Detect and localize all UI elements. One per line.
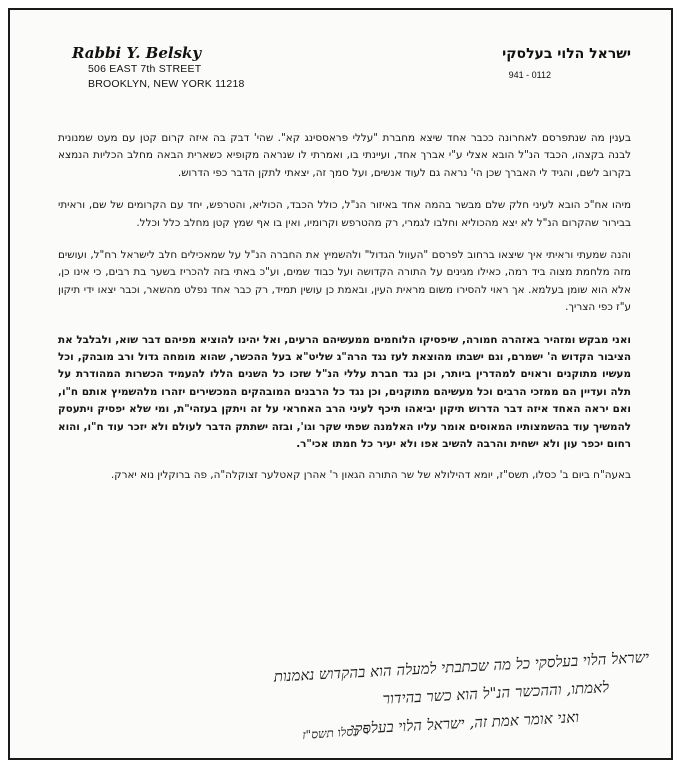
signature-line-2: לאמתו, וההכשר הנ"ל הוא כשר בהידור [382,678,610,708]
paragraph-2: מיהו אח"כ הובא לעיני חלק שלם מבשר בהמה אחד באיזור הנ"ל, כולל הכבד, הכוליא, והטרפש, יחד עם הקרומים של שם, וראיתי בבירור שהקרום הנ"ל לא יצא מהכוליא וחלבו לגמרי, רק מהטרפש וקרומיו, ואין בו אף שמץ קטן מחלב כלל וכלל. [58,199,631,229]
hebrew-name: ישראל הלוי בעלסקי [502,46,631,62]
paragraph-3: והנה שמעתי וראיתי איך שיצאו ברחוב לפרסם "העוול הגדול" ולהשמיץ את החברה הנ"ל על שמאכילים חלב לישראל רח"ל, ועושים מזה מלחמת מצוה ביד רמה, כאילו מגינים על התורה הקדושה ועל כבוד שמים, וע"כ באתי בזה להכריז בשער בת רבים, כי אינו כן, אלא הוא שומן בעלמא. אך ראוי להסירו משום מראית העין, ובאמת כן עושין תמיד, רק כבר אחד נפלט מהשאר, וכבר יצאו ידי תיקון ע"ז כפי הצריך. [58,249,631,314]
paragraph-1: בענין מה שנתפרסם לאחרונה ככבר אחד שיצא מחברת "עללי פראססינג קא". שהי' דבק בה איזה קרום קטן עם מעט שמנונית לבנה בקצהו, הכבד הנ"ל הובא אצלי ע"י אברך אחד, ועיינתי בו, ואמרתי לו שנראה מקופיא כשארית הבאה מחלב הכליות הנמצא בקרוב לשם, והגיד לי האברך שכן הי' נראה גם לעוד אנשים, ועל סמך זה, יצאתי לתקן הדבר כפי הדרוש. [58,132,631,179]
paragraph-4: ואני מבקש ומזהיר באזהרה חמורה, שיפסיקו הלוחמים ממעשיהם הרעים, ואל יהינו להוציא מפיהם דבר שוא, ולבלבל את הציבור הקדוש ה' ישמרם, וגם ישבתו מהוצאת לעז נגד הרה"ג שליט"א בעל ההכשר, שהוא מומחה גדול ורב מובהק, וכל מעשיו מתוקנים וראוים למהדרין ביותר, וכן נגד חברת עללי הנ"ל שזכו כל השנים הללו להעמיד הכשרות המהודרת על תלה ועדיין הם ממזכי הרבים וכל מעשיהם מתוקנים, וכן נגד כל הרבנים המובהקים המכשירים יזהרו מלהשמיץ אותם ח"ו, ואם יראה האחד איזה דבר הדרוש תיקון יביאהו תיכף לעיני הרב האחראי על זה ויתקן בעזהי"ת, ומי שלא יפסיק ויתעסק להמשיך עוד בהשמצותיו המאוסים אומר עליו האלמנה שפתי שקר וגו', ובזה ישתתק הדבר לעולם ולא יזכר עוד ח"ו, והוא רחום יכפר עון ולא ישחית והרבה להשיב אפו ולא יעיר כל חמתו אכי"ר. [58,333,631,451]
paragraph-5: באעה"ח ביום ב' כסלו, תשס"ז, יומא דהילולא של שר התורה הגאון ר' אהרן קאטלער זצוקלה"ה, פה ברוקלין נוא יארק. [110,468,631,481]
english-name: Rabbi Y. Belsky [72,44,202,62]
address-line1: 506 EAST 7th STREET [88,63,202,75]
letter-page [8,8,673,760]
english-letterhead [66,44,286,92]
signature-line-3: ואני אומר אמת זה, ישראל הלוי בעלסקי [349,708,580,738]
signature-line-1: ישראל הלוי בעלסקי כל מה שכתבתי למעלה הוא בהקדוש נאמנות [273,648,650,686]
handwritten-signature [38,642,649,752]
hebrew-letterhead [391,46,631,83]
phone-number: 941 - 0112 [508,70,551,80]
address-line2: BROOKLYN, NEW YORK 11218 [88,78,245,90]
signature-line-4: ר כסלו תשס"ז [301,723,370,743]
letter-body [58,130,631,499]
